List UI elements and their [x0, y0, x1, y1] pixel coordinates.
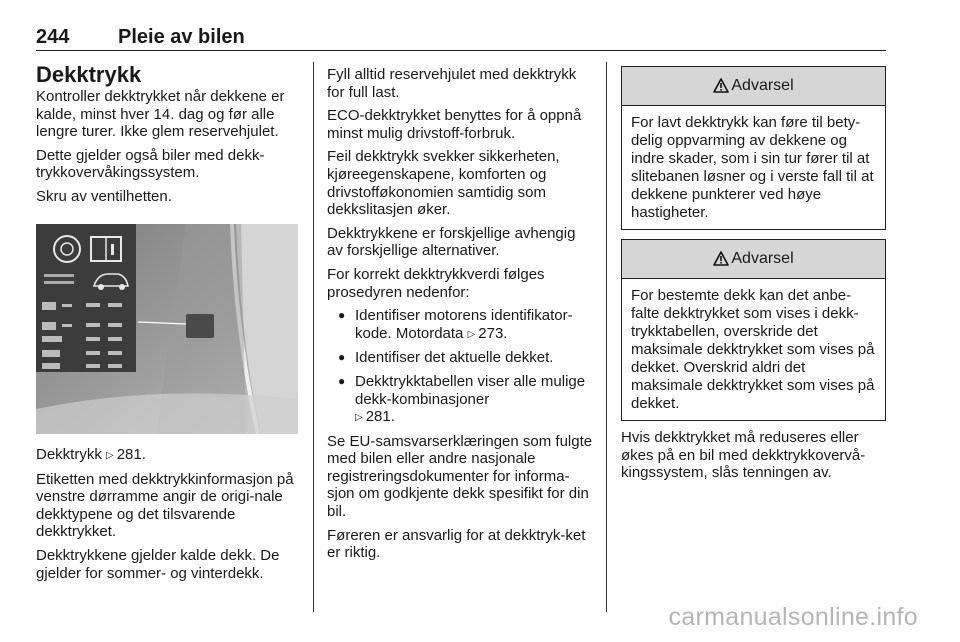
- paragraph: Føreren er ansvarlig for at dekktryk-ket er riktig.: [327, 526, 586, 562]
- warning-title: Advarsel: [731, 77, 794, 94]
- list-item: ● Identifiser det aktuelle dekket.: [327, 349, 593, 367]
- warning-text: For bestemte dekk kan det anbe-falte dekktrykket som vises i dekk-trykktabellen, overskride det maksimale dekktrykket som vises på dekket. Overskrid aldri det maksimale dekktrykket som vises på dekket.: [631, 287, 875, 412]
- paragraph: Hvis dekktrykket må reduseres eller økes på en bil med dekktrykkovervå-kingssystem, slås tenningen av.: [621, 429, 866, 482]
- paragraph: Kontroller dekktrykket når dekkene er kalde, minst hver 14. dag og før alle lengre turer. Ikke glem reservehjulet.: [36, 88, 285, 141]
- paragraph: Feil dekktrykk svekker sikkerheten, kjøreegenskapene, komforten og drivstofføkonomien samtidig som dekkslitasjen øker.: [327, 148, 560, 219]
- column-divider: [313, 62, 314, 612]
- paragraph: For korrekt dekktrykkverdi følges prosedyren nedenfor:: [327, 265, 545, 301]
- page-reference-link[interactable]: ▷ 273.: [468, 325, 508, 342]
- paragraph: Dekktrykkene gjelder kalde dekk. De gjelder for sommer- og vinterdekk.: [36, 546, 280, 582]
- paragraph: Dekktrykkene er forskjellige avhengig av forskjellige alternativer.: [327, 224, 576, 260]
- column-right-text: [621, 429, 887, 488]
- warning-text: For lavt dekktrykk kan føre til bety-delig oppvarming av dekkene og indre skader, som i sin tur fører til at slitebanen løsner og i verste fall til at dekkene punkterer ved høye hastigheter.: [631, 114, 874, 221]
- paragraph: Fyll alltid reservehjulet med dekktrykk for full last.: [327, 66, 577, 101]
- paragraph: Skru av ventilhetten.: [36, 187, 172, 205]
- paragraph: Se EU-samsvarserklæringen som fulgte med bilen eller andre nasjonale registreringsdokumenter for informa-sjon om godkjente dekk spesifikt for din bil.: [327, 432, 593, 521]
- warning-header: [622, 240, 885, 279]
- section-heading: Dekktrykk: [36, 62, 142, 87]
- warning-triangle-icon: [713, 70, 729, 108]
- paragraph: Dette gjelder også biler med dekk-trykkovervåkingssystem.: [36, 146, 265, 182]
- page-number: 244: [36, 26, 70, 48]
- page-reference-link[interactable]: ▷ 281.: [106, 446, 146, 463]
- paragraph: ECO-dekktrykket benyttes for å oppnå minst mulig drivstoff-forbruk.: [327, 107, 582, 142]
- warning-header: [622, 67, 885, 106]
- reference-text: Dekktrykk: [36, 446, 102, 463]
- page-header: [36, 26, 886, 51]
- procedure-list: [327, 307, 593, 427]
- section-title: Pleie av bilen: [118, 26, 245, 48]
- column-divider: [606, 62, 607, 612]
- tire-pressure-label-photo: [36, 224, 298, 434]
- reference-line: [36, 446, 302, 465]
- column-middle: [327, 66, 593, 568]
- warning-title: Advarsel: [731, 250, 794, 267]
- warning-box: [621, 239, 886, 421]
- column-left-lower: [36, 446, 302, 588]
- list-item: ● Identifiser motorens identifikator-kode. Motordata ▷ 273.: [327, 307, 593, 343]
- warning-box: [621, 66, 886, 230]
- column-left: [36, 62, 302, 212]
- watermark: carmanualsonline.info: [668, 603, 918, 631]
- paragraph: Etiketten med dekktrykkinformasjon på venstre dørramme angir de origi-nale dekktypene og det tilsvarende dekktrykket.: [36, 470, 294, 541]
- page-reference-link[interactable]: ▷ 281.: [355, 408, 395, 425]
- warning-triangle-icon: [713, 243, 729, 281]
- list-item: ● Dekktrykktabellen viser alle mulige dekk-kombinasjoner ▷ 281.: [327, 373, 593, 427]
